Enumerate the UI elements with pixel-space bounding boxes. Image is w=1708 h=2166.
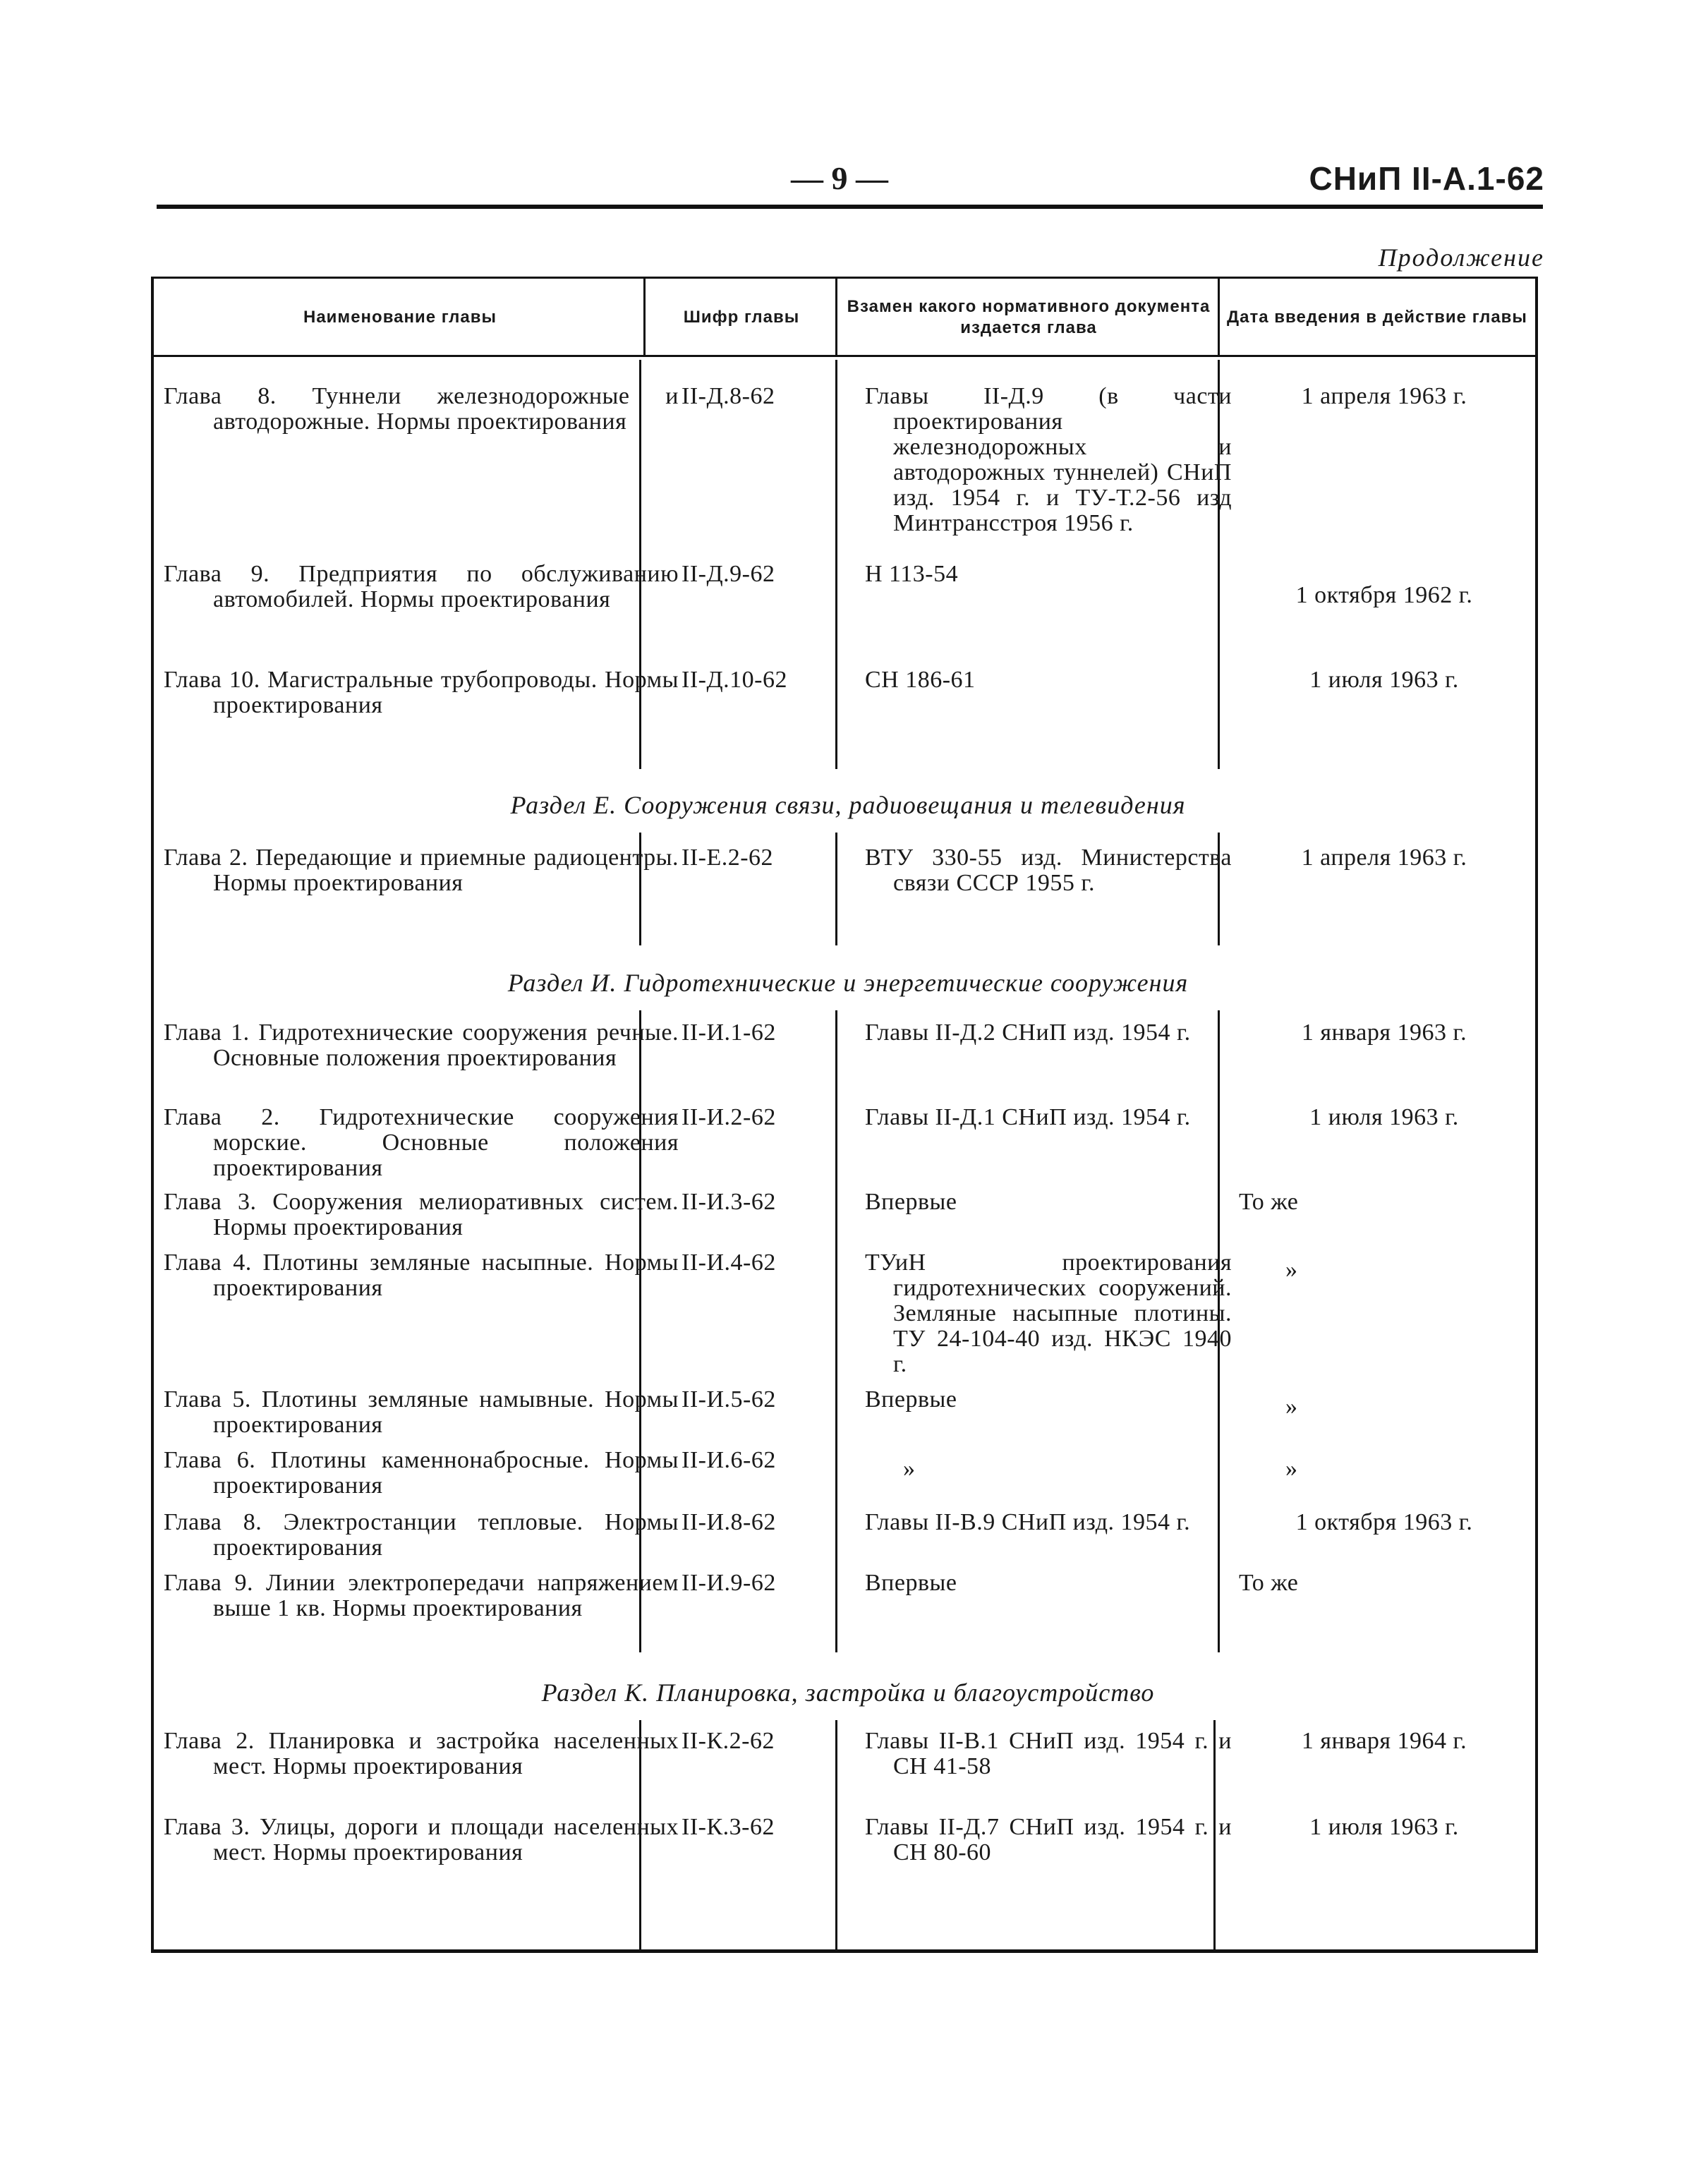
- table-row-name: Глава 8. Туннели железнодорожные и автодорожные. Нормы проектирования: [164, 383, 679, 435]
- table-row-date: »: [1285, 1456, 1298, 1482]
- table-row-date: 1 июля 1963 г.: [1309, 1814, 1459, 1840]
- column-divider: [643, 279, 646, 355]
- table-row-replaces: Главы II-Д.9 (в части проектирования железнодорожных и автодорожных туннелей) СНиП изд. 1954 г. и ТУ-Т.2-56 изд Минтрансстроя 1956 г.: [865, 383, 1232, 536]
- table-row-code: II-И.5-62: [682, 1386, 776, 1412]
- table-row-date: »: [1285, 1393, 1298, 1420]
- column-divider: [835, 1010, 837, 1652]
- table-row-date: То же: [1239, 1189, 1299, 1215]
- table-row-code: II-Е.2-62: [682, 845, 774, 871]
- section-title: Раздел К. Планировка, застройка и благоустройство: [541, 1678, 1155, 1707]
- column-divider: [835, 279, 837, 355]
- table-row-date: »: [1285, 1257, 1298, 1283]
- table-row-code: II-И.8-62: [682, 1509, 776, 1535]
- table-row-date: 1 октября 1962 г.: [1295, 582, 1473, 608]
- table-row-date: 1 апреля 1963 г.: [1301, 383, 1467, 409]
- table-row-name: Глава 2. Гидротехнические сооружения морские. Основные положения проектирования: [164, 1104, 679, 1181]
- column-divider: [835, 1720, 837, 1949]
- table-row-code: II-И.2-62: [682, 1104, 776, 1130]
- table-row-name: Глава 9. Предприятия по обслуживанию автомобилей. Нормы проектирования: [164, 561, 679, 612]
- table-row-replaces: »: [903, 1456, 916, 1482]
- table-row-replaces: Н 113-54: [865, 561, 959, 587]
- table-row-replaces: Главы II-Д.7 СНиП изд. 1954 г. и СН 80-60: [865, 1814, 1232, 1865]
- table-row-date: То же: [1239, 1570, 1299, 1596]
- table-row-date: 1 января 1964 г.: [1301, 1728, 1467, 1754]
- continuation-label: Продолжение: [1378, 243, 1544, 272]
- table-row-name: Глава 4. Плотины земляные насыпные. Нормы проектирования: [164, 1250, 679, 1301]
- table-row-code: II-И.9-62: [682, 1570, 776, 1596]
- column-header-replaces: Взамен какого нормативного документа издается глава: [847, 297, 1211, 337]
- section-title: Раздел Е. Сооружения связи, радиовещания и телевидения: [510, 791, 1186, 819]
- table-row-replaces: Впервые: [865, 1189, 957, 1215]
- table-row-name: Глава 2. Передающие и приемные радиоцентры. Нормы проектирования: [164, 845, 679, 896]
- table-row-replaces: ТУиН проектирования гидротехнических сооружений. Земляные насыпные плотины. ТУ 24-104-40 изд. НКЭС 1940 г.: [865, 1250, 1232, 1377]
- header-rule: [157, 205, 1543, 209]
- table-row-code: II-Д.10-62: [682, 667, 787, 693]
- column-divider: [835, 833, 837, 945]
- document-code: СНиП II-А.1-62: [1309, 160, 1544, 197]
- table-header-rule: [151, 355, 1537, 357]
- table-row-replaces: Впервые: [865, 1386, 957, 1412]
- table-row-replaces: Главы II-В.9 СНиП изд. 1954 г.: [865, 1509, 1191, 1535]
- table-row-date: 1 января 1963 г.: [1301, 1020, 1467, 1046]
- table-row-date: 1 июля 1963 г.: [1309, 667, 1459, 693]
- table-row-replaces: ВТУ 330-55 изд. Министерства связи СССР 1955 г.: [865, 845, 1232, 896]
- table-row-code: II-К.2-62: [682, 1728, 775, 1754]
- table-row-replaces: СН 186-61: [865, 667, 976, 693]
- table-row-code: II-Д.8-62: [682, 383, 775, 409]
- table-row-name: Глава 10. Магистральные трубопроводы. Нормы проектирования: [164, 667, 679, 718]
- column-header-code: Шифр главы: [683, 308, 800, 327]
- table-row-code: II-И.3-62: [682, 1189, 776, 1215]
- table-left-border: [151, 277, 154, 1952]
- table-row-name: Глава 1. Гидротехнические сооружения речные. Основные положения проектирования: [164, 1020, 679, 1071]
- column-header-date: Дата введения в действие главы: [1227, 308, 1527, 327]
- column-header-name: Наименование главы: [303, 308, 497, 327]
- table-row-code: II-И.4-62: [682, 1250, 776, 1276]
- table-row-name: Глава 3. Улицы, дороги и площади населенных мест. Нормы проектирования: [164, 1814, 679, 1865]
- table-top-border: [151, 277, 1537, 279]
- table-row-code: II-Д.9-62: [682, 561, 775, 587]
- table-row-name: Глава 5. Плотины земляные намывные. Нормы проектирования: [164, 1386, 679, 1438]
- table-row-name: Глава 8. Электростанции тепловые. Нормы проектирования: [164, 1509, 679, 1561]
- column-divider: [1218, 279, 1220, 355]
- table-row-date: 1 июля 1963 г.: [1309, 1104, 1459, 1130]
- table-row-code: II-И.1-62: [682, 1020, 776, 1046]
- table-row-replaces: Впервые: [865, 1570, 957, 1596]
- table-row-replaces: Главы II-Д.2 СНиП изд. 1954 г.: [865, 1020, 1191, 1046]
- table-row-name: Глава 3. Сооружения мелиоративных систем. Нормы проектирования: [164, 1189, 679, 1240]
- column-divider: [835, 360, 837, 769]
- page-number: — 9 —: [791, 160, 888, 196]
- section-title: Раздел И. Гидротехнические и энергетические сооружения: [507, 969, 1189, 997]
- table-row-name: Глава 2. Планировка и застройка населенных мест. Нормы проектирования: [164, 1728, 679, 1779]
- table-row-name: Глава 9. Линии электропередачи напряжением выше 1 кв. Нормы проектирования: [164, 1570, 679, 1621]
- table-row-date: 1 октября 1963 г.: [1295, 1509, 1473, 1535]
- table-row-name: Глава 6. Плотины каменнонабросные. Нормы проектирования: [164, 1447, 679, 1499]
- table-row-code: II-И.6-62: [682, 1447, 776, 1473]
- table-row-replaces: Главы II-В.1 СНиП изд. 1954 г. и СН 41-58: [865, 1728, 1232, 1779]
- table-row-code: II-К.3-62: [682, 1814, 775, 1840]
- table-row-date: 1 апреля 1963 г.: [1301, 845, 1467, 871]
- table-bottom-border: [151, 1949, 1538, 1953]
- table-row-replaces: Главы II-Д.1 СНиП изд. 1954 г.: [865, 1104, 1191, 1130]
